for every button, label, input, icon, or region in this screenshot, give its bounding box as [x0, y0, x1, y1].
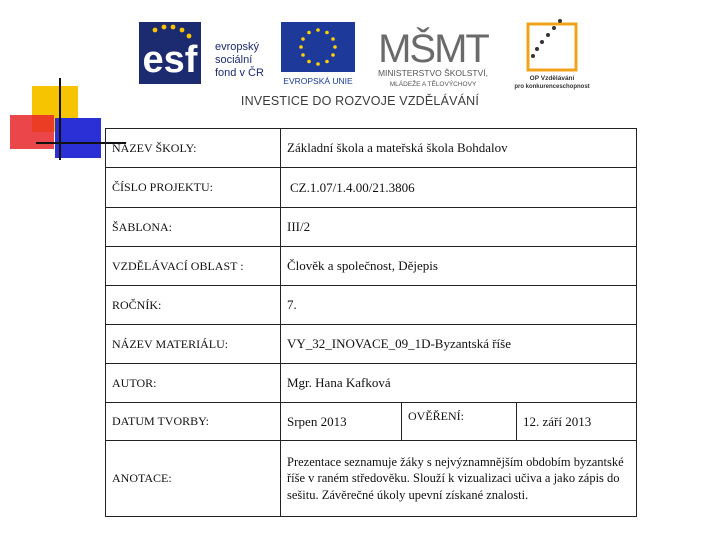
msmt-caption-1: MINISTERSTVO ŠKOLSTVÍ, [377, 68, 489, 78]
author-value: Mgr. Hana Kafková [281, 364, 637, 403]
esf-logo [139, 22, 264, 84]
banner-caption: INVESTICE DO ROZVOJE VZDĚLÁVÁNÍ [240, 94, 480, 108]
school-label: NÁZEV ŠKOLY: [106, 129, 281, 168]
op-logo [514, 19, 589, 90]
msmt-caption-2: MLÁDEŽE A TĚLOVÝCHOVY [389, 81, 477, 88]
grade-value: 7. [281, 286, 637, 325]
table-row [106, 441, 637, 517]
table-row [106, 247, 637, 286]
esf-line-3: fond v ČR [215, 67, 264, 79]
eu-flag-logo [281, 22, 355, 86]
area-value: Člověk a společnost, Dějepis [281, 247, 637, 286]
table-row [106, 208, 637, 247]
school-value: Základní škola a mateřská škola Bohdalov [281, 129, 637, 168]
verify-label: OVĚŘENÍ: [402, 403, 517, 441]
esf-mark: esf [142, 39, 198, 81]
table-row [106, 403, 637, 441]
verify-value: 12. září 2013 [517, 403, 637, 441]
table-row [106, 364, 637, 403]
eu-caption: EVROPSKÁ UNIE [283, 76, 353, 86]
project-metadata-table [105, 128, 637, 517]
template-value: III/2 [281, 208, 637, 247]
esf-line-1: evropský [215, 41, 260, 53]
project-label: ČÍSLO PROJEKTU: [106, 168, 281, 208]
date-label: DATUM TVORBY: [106, 403, 281, 441]
annotation-value: Prezentace seznamuje žáky s nejvýznamnějším obdobím byzantské říše v raném středověku. Slouží k vizualizaci učiva a jako zápis do sešitu. Závěrečné úkoly upevní získané znalosti. [281, 441, 637, 517]
op-caption-1: OP Vzdělávání [529, 75, 575, 82]
area-label: VZDĚLÁVACÍ OBLAST : [106, 247, 281, 286]
esf-line-2: sociální [215, 54, 253, 66]
table-row [106, 286, 637, 325]
annotation-label: ANOTACE: [106, 441, 281, 517]
author-label: AUTOR: [106, 364, 281, 403]
msmt-logo [378, 26, 489, 88]
op-caption-2: pro konkurenceschopnost [514, 84, 590, 90]
date-value: Srpen 2013 [281, 403, 402, 441]
template-label: ŠABLONA: [106, 208, 281, 247]
project-value: CZ.1.07/1.4.00/21.3806 [281, 168, 637, 208]
material-label: NÁZEV MATERIÁLU: [106, 325, 281, 364]
msmt-mark: MŠMT [378, 27, 488, 71]
grade-label: ROČNÍK: [106, 286, 281, 325]
table-row [106, 129, 637, 168]
table-row [106, 325, 637, 364]
material-value: VY_32_INOVACE_09_1D-Byzantská říše [281, 325, 637, 364]
table-row [106, 168, 637, 208]
decor-blue-square [55, 118, 101, 158]
